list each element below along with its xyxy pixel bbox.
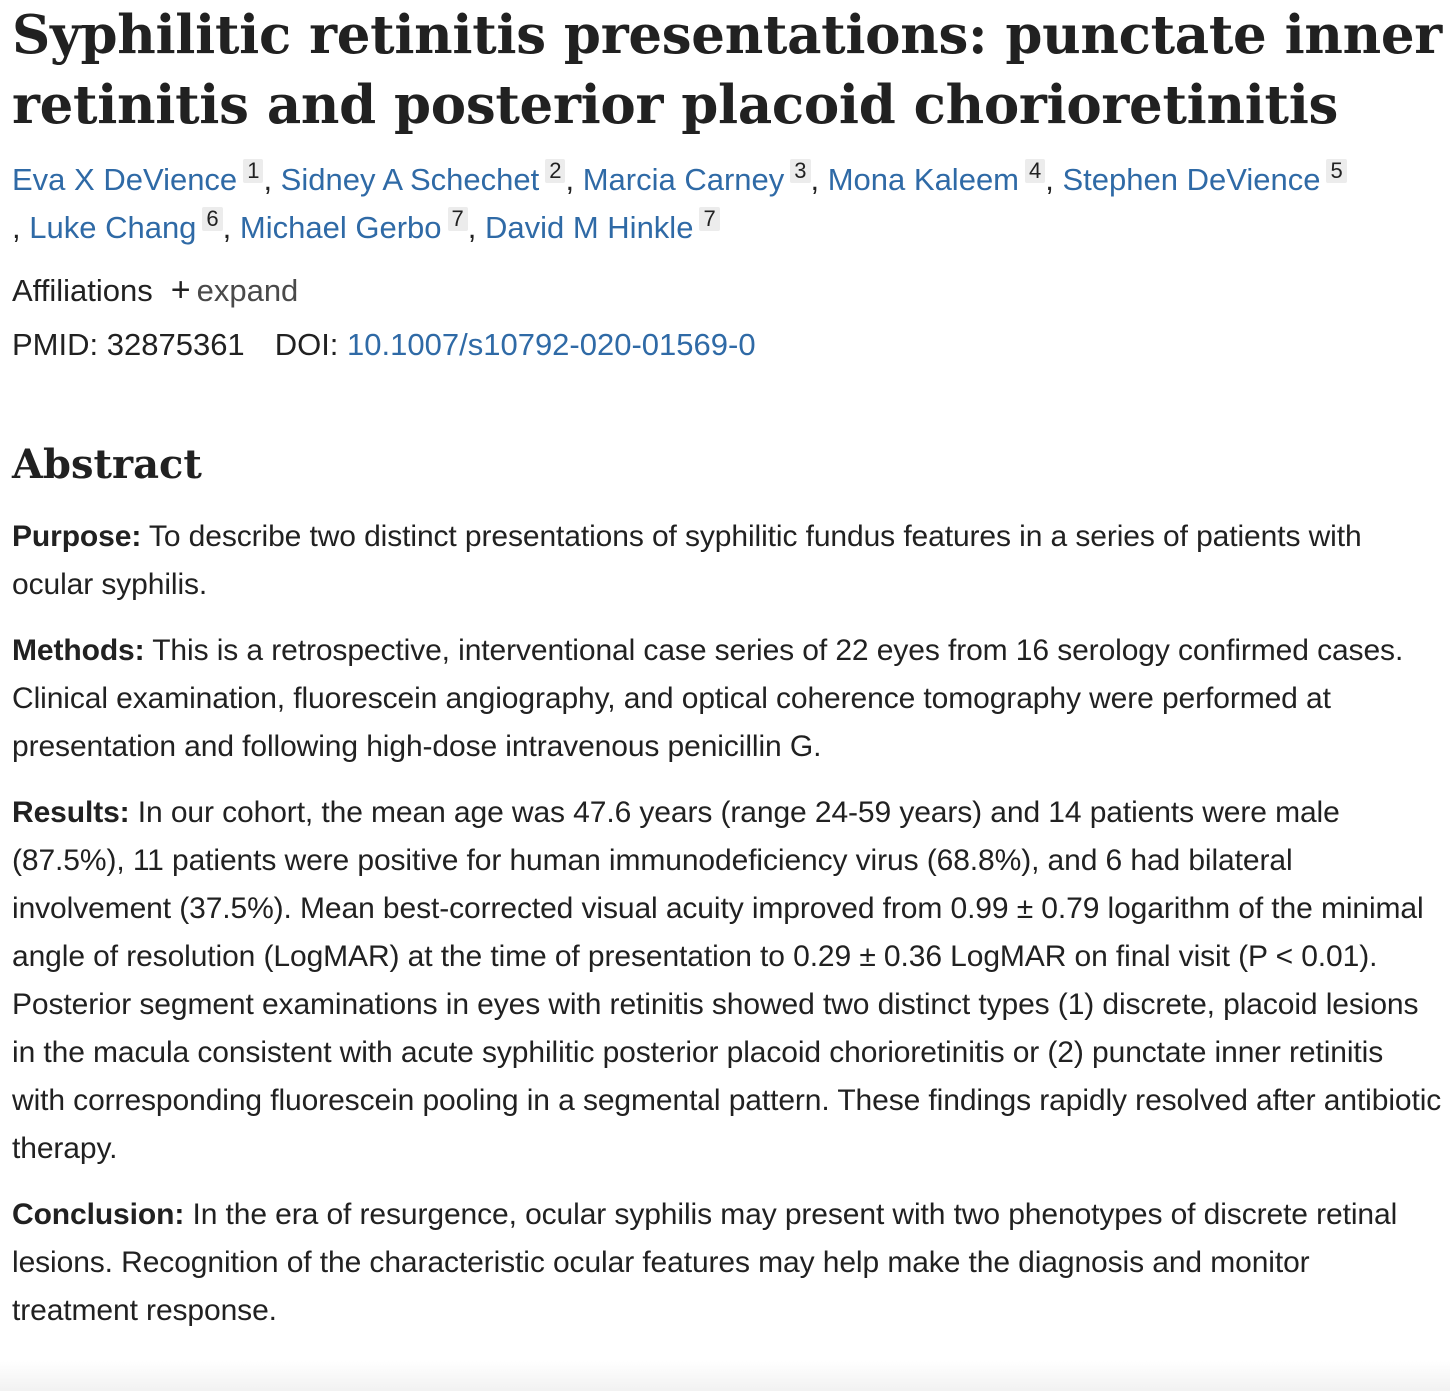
author-link[interactable]: Luke Chang [29,210,197,245]
abstract-methods [12,627,1442,771]
methods-text: This is a retrospective, interventional case series of 22 eyes from 16 serology confirmed cases. Clinical examination, fluorescein angiography, and optical coherence tomography were performed at presentation and following high-dose intravenous penicillin G. [12,634,1404,763]
author-link[interactable]: Stephen DeVience [1062,162,1321,197]
methods-label: Methods: [12,634,145,667]
scroll-fade [0,1361,1450,1391]
results-label: Results: [12,796,130,829]
affiliation-ref[interactable]: 2 [545,159,565,183]
affiliation-ref[interactable]: 3 [790,159,810,183]
abstract-purpose [12,513,1442,609]
abstract-results [12,789,1442,1173]
conclusion-text: In the era of resurgence, ocular syphilis may present with two phenotypes of discrete retinal lesions. Recognition of the characteristic ocular features may help make the diagnosis and monitor treatment response. [12,1198,1398,1327]
affiliations-row [12,270,1442,311]
affiliations-label: Affiliations [12,273,153,308]
conclusion-label: Conclusion: [12,1198,185,1231]
author-link[interactable]: Sidney A Schechet [280,162,540,197]
article-title: Syphilitic retinitis presentations: punctate inner retinitis and posterior placoid chorioretinitis [12,4,1442,136]
results-text: In our cohort, the mean age was 47.6 years (range 24-59 years) and 14 patients were male (87.5%), 11 patients were positive for human immunodeficiency virus (68.8%), and 6 had bilateral involvement (37.5%). Mean best-corrected visual acuity improved from 0.99 ± 0.79 logarithm of the minimal angle of resolution (LogMAR) at the time of presentation to 0.29 ± 0.36 LogMAR on final visit (P < 0.01). Posterior segment examinations in eyes with retinitis showed two distinct types (1) discrete, placoid lesions in the macula consistent with acute syphilitic posterior placoid chorioretinitis or (2) punctate inner retinitis with corresponding fluorescein pooling in a segmental pattern. These findings rapidly resolved after antibiotic therapy. [12,796,1442,1165]
purpose-text: To describe two distinct presentations of syphilitic fundus features in a series of patients with ocular syphilis. [12,520,1362,601]
plus-icon: + [170,271,191,309]
author-link[interactable]: Mona Kaleem [827,162,1020,197]
author-link[interactable]: Eva X DeVience [12,162,238,197]
purpose-label: Purpose: [12,520,142,553]
affiliation-ref[interactable]: 1 [243,159,263,183]
identifiers-row [12,323,1442,367]
author-link[interactable]: Marcia Carney [582,162,785,197]
abstract-conclusion [12,1191,1442,1335]
author-link[interactable]: David M Hinkle [484,210,694,245]
affiliation-ref[interactable]: 7 [699,207,719,231]
affiliation-ref[interactable]: 4 [1025,159,1045,183]
pmid-value: 32875361 [106,327,245,362]
affiliation-ref[interactable]: 7 [448,207,468,231]
author-link[interactable]: Michael Gerbo [239,210,442,245]
author-list: Eva X DeVience 1 , Sidney A Schechet 2 , Marcia Carney 3 , Mona Kaleem 4 , Stephen DeVience 5 , Luke Chang 6 , Michael Gerbo 7 , David M Hinkle 7 [12,156,1442,252]
article-page [12,0,1442,1335]
doi-link[interactable]: 10.1007/s10792-020-01569-0 [347,327,756,362]
abstract-heading: Abstract [12,441,202,488]
doi-label: DOI: [274,327,339,362]
pmid-label: PMID: [12,327,99,362]
expand-label: expand [196,273,299,308]
affiliations-expand-button[interactable] [171,273,299,308]
affiliation-ref[interactable]: 5 [1326,159,1346,183]
affiliation-ref[interactable]: 6 [202,207,222,231]
